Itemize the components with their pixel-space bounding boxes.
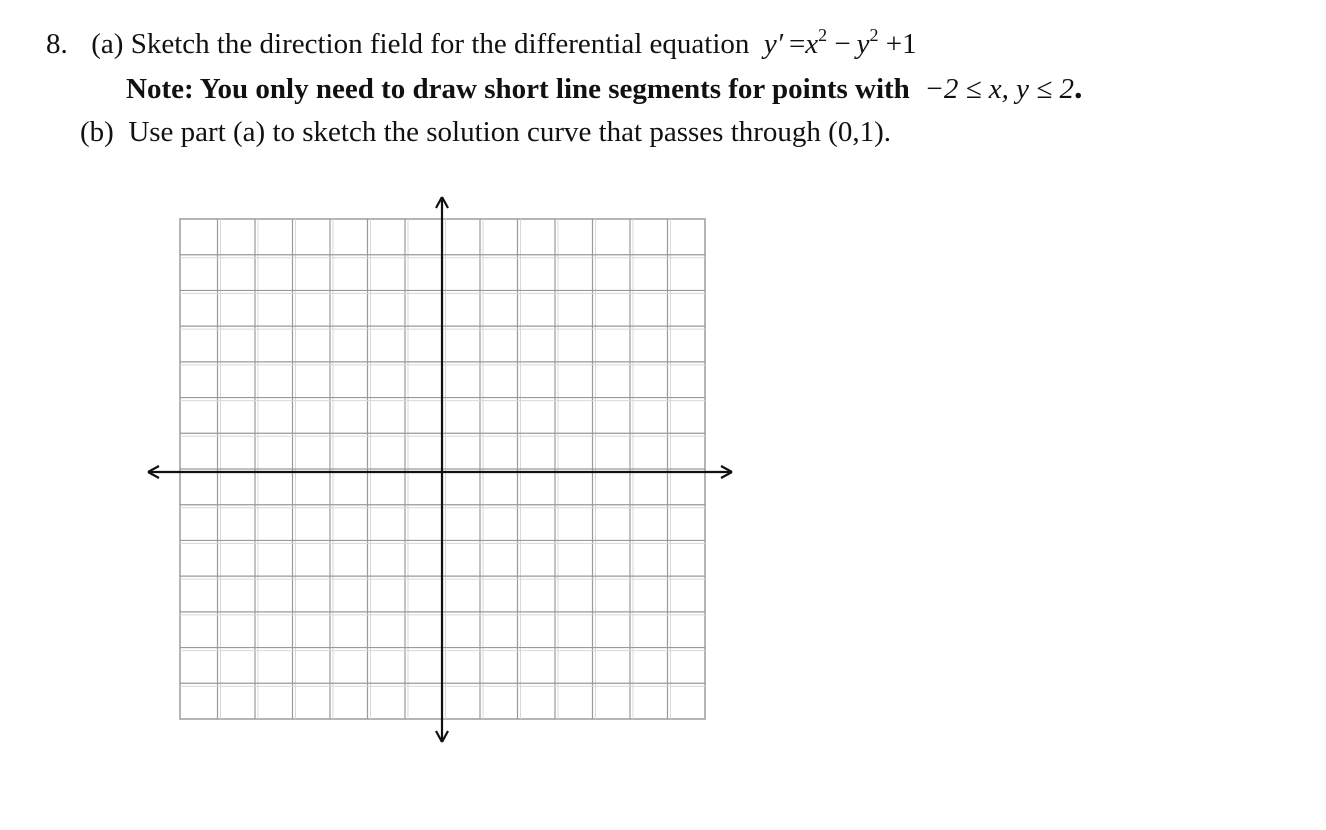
equation-lhs: y′	[763, 28, 784, 60]
equation-x: x	[805, 28, 819, 60]
equation-y: y	[856, 28, 870, 60]
note-line	[126, 70, 1082, 107]
part-b-text: Use part (a) to sketch the solution curve that passes through (0,1).	[128, 116, 891, 148]
part-a-label: (a)	[91, 28, 124, 60]
part-a-text: Sketch the direction field for the differential equation	[130, 28, 750, 60]
part-b-line	[80, 114, 891, 150]
note-period: .	[1073, 69, 1083, 106]
differential-equation	[763, 25, 917, 60]
part-b-label: (b)	[80, 116, 114, 148]
note-text: Note: You only need to draw short line segments for points with	[126, 73, 910, 105]
part-a-line	[46, 26, 917, 62]
coordinate-grid	[140, 185, 750, 755]
equation-equals: =	[788, 28, 806, 60]
equation-y-exponent: 2	[869, 25, 879, 45]
equation-x-exponent: 2	[818, 25, 828, 45]
note-range: −2 ≤ x, y ≤ 2	[924, 73, 1074, 105]
equation-plus-one: +1	[885, 28, 917, 60]
problem-number: 8.	[46, 28, 68, 60]
equation-minus: −	[834, 28, 851, 60]
